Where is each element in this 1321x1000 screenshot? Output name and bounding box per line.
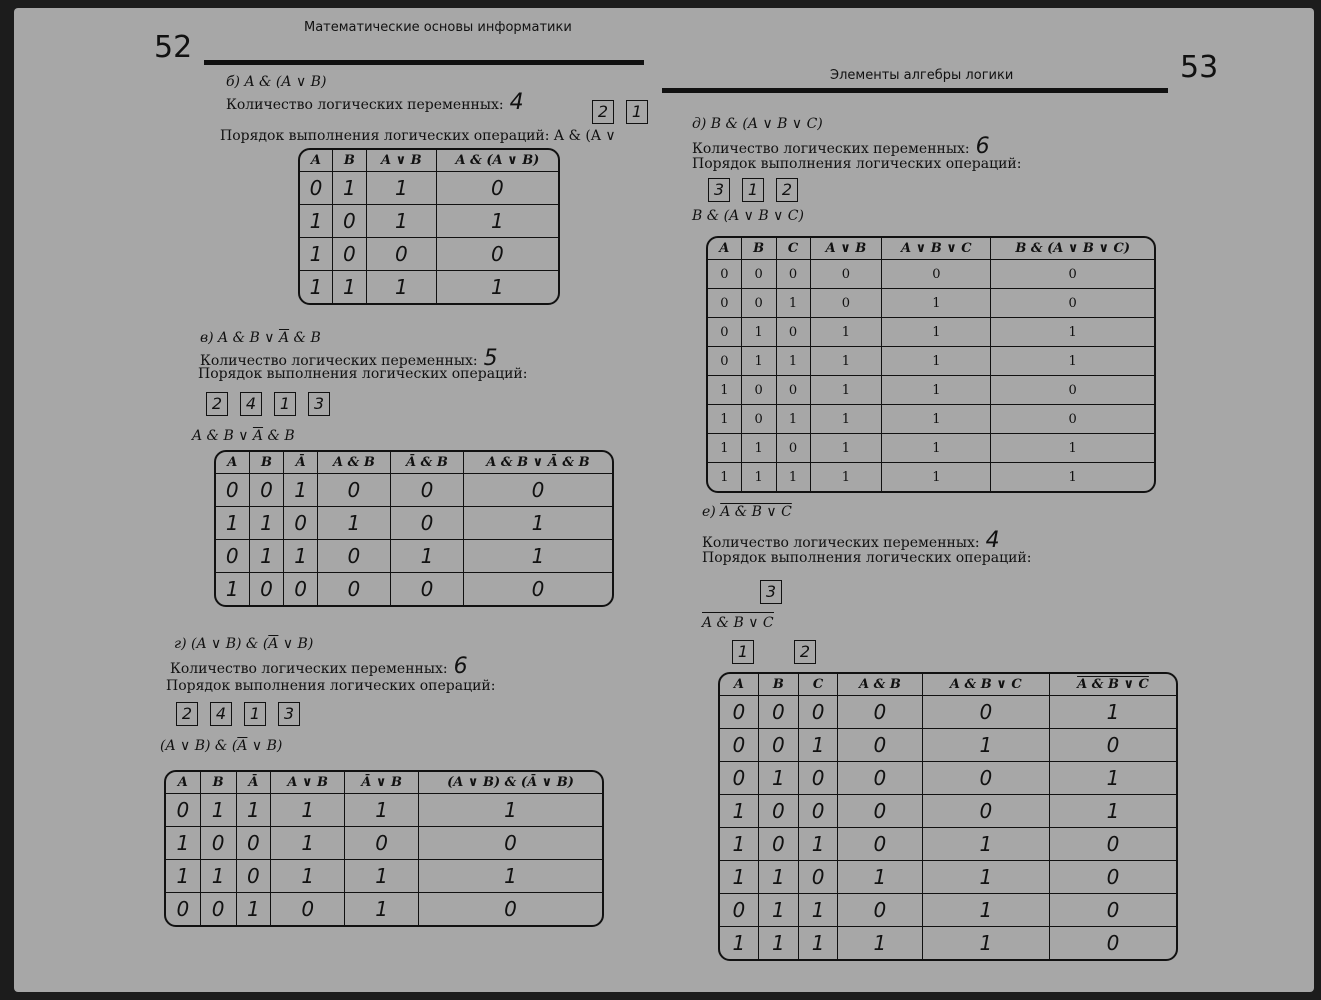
exercise-b-formula: б) A & (A ∨ B) <box>226 74 327 90</box>
column-header: B <box>333 150 367 172</box>
table-cell: 0 <box>799 861 838 894</box>
order-box: 2 <box>206 392 228 416</box>
table-row <box>720 894 1176 927</box>
table-cell: 0 <box>1050 828 1176 861</box>
table-cell: 0 <box>166 794 201 827</box>
table-cell: 1 <box>923 729 1050 762</box>
table-cell: 1 <box>1050 762 1176 795</box>
table-cell: 1 <box>882 405 991 434</box>
table-cell: 1 <box>300 238 333 271</box>
table-cell: 1 <box>923 894 1050 927</box>
right-page <box>650 8 1314 992</box>
exercise-b-order-boxes <box>592 100 650 124</box>
truth-table-b <box>298 148 560 305</box>
table-cell: 0 <box>437 172 558 205</box>
column-header: A & B ∨ Ā & B <box>464 452 612 474</box>
table-row <box>708 434 1154 463</box>
table-cell: 0 <box>777 318 811 347</box>
order-box: 1 <box>274 392 296 416</box>
table-cell: 1 <box>300 271 333 303</box>
order-box: 2 <box>176 702 198 726</box>
table-cell: 0 <box>742 260 777 289</box>
table-cell: 1 <box>1050 696 1176 729</box>
table-cell: 0 <box>991 289 1154 318</box>
table-cell: 0 <box>923 795 1050 828</box>
table-cell: 0 <box>777 376 811 405</box>
column-header: Ā <box>284 452 318 474</box>
table-cell: 0 <box>759 696 799 729</box>
column-header: B <box>759 674 799 696</box>
table-cell: 1 <box>759 894 799 927</box>
table-cell: 0 <box>250 573 285 605</box>
table-cell: 1 <box>923 927 1050 959</box>
table-row <box>708 347 1154 376</box>
table-cell: 1 <box>367 271 437 303</box>
table-cell: 0 <box>811 260 883 289</box>
table-row <box>216 573 612 605</box>
column-header: Ā ∨ B <box>345 772 419 794</box>
table-header-row <box>300 150 558 172</box>
table-cell: 0 <box>367 238 437 271</box>
table-cell: 0 <box>391 507 464 540</box>
table-row <box>216 507 612 540</box>
table-header-row <box>708 238 1154 260</box>
table-cell: 0 <box>284 573 318 605</box>
exercise-v-order: Порядок выполнения логических операций: <box>198 366 528 382</box>
table-cell: 1 <box>777 405 811 434</box>
exercise-e-order-box-top <box>760 580 794 604</box>
table-cell: 0 <box>216 540 250 573</box>
table-cell: 1 <box>271 827 345 860</box>
table-cell: 0 <box>759 795 799 828</box>
table-cell: 1 <box>720 861 759 894</box>
column-header: Ā <box>237 772 272 794</box>
truth-table-g <box>164 770 604 927</box>
truth-table-v <box>214 450 614 607</box>
table-cell: 0 <box>1050 861 1176 894</box>
exercise-e-order-boxes-bottom <box>732 640 828 664</box>
table-cell: 1 <box>333 271 367 303</box>
running-head: Математические основы информатики <box>304 20 572 35</box>
exercise-d-vars: Количество логических переменных: 6 <box>692 134 990 159</box>
table-cell: 1 <box>742 434 777 463</box>
left-page <box>14 8 650 992</box>
table-row <box>708 289 1154 318</box>
column-header: A <box>216 452 250 474</box>
table-cell: 0 <box>742 405 777 434</box>
table-cell: 0 <box>437 238 558 271</box>
table-cell: 1 <box>166 827 201 860</box>
table-cell: 1 <box>345 794 419 827</box>
table-header-row <box>166 772 602 794</box>
order-box: 3 <box>278 702 300 726</box>
truth-table-d <box>706 236 1156 493</box>
table-cell: 1 <box>419 860 602 893</box>
table-cell: 1 <box>367 172 437 205</box>
table-cell: 1 <box>759 861 799 894</box>
table-cell: 0 <box>838 828 922 861</box>
order-box: 3 <box>708 178 730 202</box>
table-cell: 0 <box>391 474 464 507</box>
table-row <box>166 860 602 893</box>
exercise-b-vars: Количество логических переменных: 4 <box>226 90 524 115</box>
table-row <box>166 827 602 860</box>
table-header-row <box>720 674 1176 696</box>
table-row <box>720 828 1176 861</box>
exercise-g-order: Порядок выполнения логических операций: <box>166 678 496 694</box>
table-row <box>708 405 1154 434</box>
table-cell: 1 <box>216 573 250 605</box>
table-row <box>300 271 558 303</box>
table-cell: 1 <box>777 463 811 491</box>
table-cell: 1 <box>811 347 883 376</box>
table-cell: 0 <box>318 474 391 507</box>
header-rule <box>662 88 1168 93</box>
table-row <box>216 474 612 507</box>
table-row <box>720 696 1176 729</box>
column-header: A ∨ B ∨ C <box>882 238 991 260</box>
table-cell: 0 <box>811 289 883 318</box>
table-cell: 0 <box>838 795 922 828</box>
table-cell: 1 <box>216 507 250 540</box>
table-cell: 1 <box>271 794 345 827</box>
table-cell: 1 <box>742 347 777 376</box>
table-cell: 1 <box>759 762 799 795</box>
table-cell: 1 <box>882 434 991 463</box>
table-cell: 0 <box>708 318 742 347</box>
table-cell: 0 <box>333 238 367 271</box>
table-cell: 1 <box>464 540 612 573</box>
table-cell: 1 <box>882 376 991 405</box>
order-box: 1 <box>742 178 764 202</box>
table-cell: 1 <box>708 376 742 405</box>
table-cell: 1 <box>923 861 1050 894</box>
table-row <box>720 795 1176 828</box>
exercise-v-vars: Количество логических переменных: 5 <box>200 346 498 371</box>
table-cell: 0 <box>777 434 811 463</box>
exercise-v-order-boxes <box>206 392 342 416</box>
table-cell: 1 <box>333 172 367 205</box>
table-cell: 0 <box>720 894 759 927</box>
vars-answer: 6 <box>975 134 990 159</box>
table-cell: 1 <box>300 205 333 238</box>
table-row <box>300 172 558 205</box>
table-cell: 0 <box>742 376 777 405</box>
table-cell: 1 <box>811 376 883 405</box>
table-cell: 1 <box>201 794 237 827</box>
table-cell: 1 <box>811 405 883 434</box>
vars-answer: 5 <box>483 346 498 371</box>
exercise-d-formula: д) B & (A ∨ B ∨ C) <box>692 116 823 132</box>
table-cell: 1 <box>882 289 991 318</box>
column-header: B <box>250 452 285 474</box>
column-header: A <box>720 674 759 696</box>
table-cell: 1 <box>991 347 1154 376</box>
column-header: (A ∨ B) & (Ā ∨ B) <box>419 772 602 794</box>
table-cell: 1 <box>799 729 838 762</box>
table-cell: 1 <box>799 828 838 861</box>
column-header: Ā & B <box>391 452 464 474</box>
table-cell: 1 <box>838 927 922 959</box>
table-cell: 0 <box>345 827 419 860</box>
order-box: 1 <box>244 702 266 726</box>
table-cell: 0 <box>799 762 838 795</box>
table-cell: 0 <box>708 289 742 318</box>
order-box: 3 <box>760 580 782 604</box>
table-cell: 1 <box>1068 469 1077 485</box>
table-cell: 1 <box>759 927 799 959</box>
table-row <box>166 794 602 827</box>
table-cell: 1 <box>777 347 811 376</box>
table-cell: 0 <box>923 696 1050 729</box>
table-cell: 0 <box>759 828 799 861</box>
table-cell: 0 <box>333 205 367 238</box>
table-cell: 0 <box>708 260 742 289</box>
table-row <box>720 729 1176 762</box>
table-cell: 1 <box>742 463 777 491</box>
table-cell: 0 <box>201 893 237 925</box>
table-cell: 1 <box>882 463 991 491</box>
exercise-v-expression: A & B ∨ $\overline{A}$ & B <box>192 428 295 444</box>
table-cell: 0 <box>237 860 272 893</box>
table-cell: 0 <box>720 762 759 795</box>
table-cell: 1 <box>811 434 883 463</box>
table-cell: 0 <box>318 573 391 605</box>
table-cell: 0 <box>391 573 464 605</box>
order-box: 2 <box>776 178 798 202</box>
table-cell: 1 <box>1050 795 1176 828</box>
table-cell: 0 <box>882 260 991 289</box>
table-cell: 1 <box>250 540 285 573</box>
order-box: 4 <box>210 702 232 726</box>
table-cell: 1 <box>318 507 391 540</box>
table-cell: 1 <box>237 794 272 827</box>
column-header: C <box>799 674 838 696</box>
column-header: B & (A ∨ B ∨ C) <box>991 238 1154 260</box>
table-cell: 1 <box>419 794 602 827</box>
exercise-b-order: Порядок выполнения логических операций: A & (A ∨ <box>220 128 616 144</box>
table-cell: 1 <box>437 205 558 238</box>
column-header: A & (A ∨ B) <box>437 150 558 172</box>
table-cell: 0 <box>838 762 922 795</box>
table-row <box>708 260 1154 289</box>
table-cell: 1 <box>201 860 237 893</box>
column-header: A & B ∨ C <box>923 674 1050 696</box>
table-cell: 0 <box>271 893 345 925</box>
table-row <box>708 318 1154 347</box>
column-header: B <box>201 772 237 794</box>
exercise-g-order-boxes <box>176 702 312 726</box>
table-cell: 1 <box>720 927 759 959</box>
table-cell: 0 <box>838 696 922 729</box>
order-box: 2 <box>592 100 614 124</box>
exercise-d-order: Порядок выполнения логических операций: <box>692 156 1022 172</box>
table-cell: 1 <box>777 289 811 318</box>
table-cell: 0 <box>777 260 811 289</box>
table-cell: 1 <box>491 275 504 299</box>
table-cell: 1 <box>991 434 1154 463</box>
table-cell: 0 <box>1106 931 1120 955</box>
vars-answer: 6 <box>453 654 468 679</box>
table-cell: 1 <box>799 894 838 927</box>
table-cell: 0 <box>318 540 391 573</box>
exercise-e-vars: Количество логических переменных: 4 <box>702 528 1000 553</box>
order-box: 2 <box>794 640 816 664</box>
page-number: 52 <box>154 30 193 65</box>
table-header-row <box>216 452 612 474</box>
table-row <box>720 927 1176 959</box>
table-cell: 0 <box>419 827 602 860</box>
table-cell: 0 <box>250 474 285 507</box>
exercise-e-expression: A & B ∨ C <box>702 612 774 631</box>
table-row <box>166 893 602 925</box>
exercise-e-order: Порядок выполнения логических операций: <box>702 550 1032 566</box>
table-cell: 1 <box>838 861 922 894</box>
table-cell: 1 <box>708 463 742 491</box>
column-header: A & B <box>838 674 922 696</box>
column-header: A ∨ B <box>271 772 345 794</box>
table-cell: 1 <box>882 318 991 347</box>
table-cell: 0 <box>1050 729 1176 762</box>
table-cell: 0 <box>991 405 1154 434</box>
vars-answer: 4 <box>985 528 1000 553</box>
table-cell: 0 <box>759 729 799 762</box>
column-header: A & B <box>318 452 391 474</box>
column-header: A <box>708 238 742 260</box>
exercise-e-formula: е) A & B ∨ C <box>702 504 792 520</box>
column-header: C <box>777 238 811 260</box>
table-cell: 0 <box>799 696 838 729</box>
table-cell: 0 <box>300 172 333 205</box>
table-cell: 1 <box>250 507 285 540</box>
table-cell: 0 <box>464 474 612 507</box>
column-header: A ∨ B <box>367 150 437 172</box>
table-cell: 1 <box>811 318 883 347</box>
order-box: 3 <box>308 392 330 416</box>
page-number: 53 <box>1180 50 1219 85</box>
table-cell: 1 <box>345 893 419 925</box>
order-box: 4 <box>240 392 262 416</box>
table-cell: 1 <box>720 795 759 828</box>
table-cell: 1 <box>720 828 759 861</box>
exercise-d-expression: B & (A ∨ B ∨ C) <box>692 208 804 224</box>
table-cell: 1 <box>237 893 272 925</box>
table-cell: 0 <box>720 729 759 762</box>
exercise-g-formula: г) (A ∨ B) & ($\overline{A}$ ∨ B) <box>174 636 314 652</box>
table-cell: 1 <box>882 347 991 376</box>
running-head: Элементы алгебры логики <box>830 68 1014 83</box>
table-cell: 0 <box>1050 894 1176 927</box>
table-cell: 0 <box>838 729 922 762</box>
table-cell: 1 <box>166 860 201 893</box>
column-header: A <box>166 772 201 794</box>
table-cell: 0 <box>531 577 545 601</box>
column-header: A ∨ B <box>811 238 883 260</box>
table-cell: 0 <box>166 893 201 925</box>
table-cell: 1 <box>271 860 345 893</box>
table-row <box>720 762 1176 795</box>
table-cell: 1 <box>284 474 318 507</box>
column-header: A <box>300 150 333 172</box>
table-cell: 0 <box>708 347 742 376</box>
table-cell: 1 <box>367 205 437 238</box>
table-cell: 1 <box>464 507 612 540</box>
header-rule <box>204 60 644 65</box>
table-cell: 0 <box>991 260 1154 289</box>
table-row <box>216 540 612 573</box>
vars-answer: 4 <box>509 90 524 115</box>
table-row <box>300 205 558 238</box>
table-row <box>708 463 1154 491</box>
exercise-g-expression: (A ∨ B) & ($\overline{A}$ ∨ B) <box>160 738 283 754</box>
table-cell: 0 <box>742 289 777 318</box>
table-cell: 1 <box>345 860 419 893</box>
table-row <box>720 861 1176 894</box>
table-row <box>300 238 558 271</box>
table-cell: 1 <box>923 828 1050 861</box>
table-cell: 1 <box>708 405 742 434</box>
table-cell: 1 <box>391 540 464 573</box>
table-cell: 1 <box>742 318 777 347</box>
column-header: A & B ∨ C <box>1050 674 1176 696</box>
table-cell: 1 <box>284 540 318 573</box>
order-box: 1 <box>626 100 648 124</box>
truth-table-e <box>718 672 1178 961</box>
table-cell: 0 <box>720 696 759 729</box>
table-cell: 1 <box>811 463 883 491</box>
table-cell: 0 <box>237 827 272 860</box>
table-cell: 0 <box>991 376 1154 405</box>
table-cell: 0 <box>504 897 517 921</box>
table-cell: 0 <box>284 507 318 540</box>
table-cell: 0 <box>201 827 237 860</box>
table-cell: 1 <box>991 318 1154 347</box>
exercise-g-vars: Количество логических переменных: 6 <box>170 654 468 679</box>
table-cell: 0 <box>216 474 250 507</box>
table-cell: 1 <box>708 434 742 463</box>
table-row <box>708 376 1154 405</box>
table-cell: 1 <box>799 927 838 959</box>
table-cell: 0 <box>799 795 838 828</box>
order-box: 1 <box>732 640 754 664</box>
exercise-d-order-boxes <box>708 178 810 202</box>
column-header: B <box>742 238 777 260</box>
table-cell: 0 <box>923 762 1050 795</box>
table-cell: 0 <box>838 894 922 927</box>
exercise-v-formula: в) A & B ∨ $\overline{A}$ & B <box>200 330 321 346</box>
